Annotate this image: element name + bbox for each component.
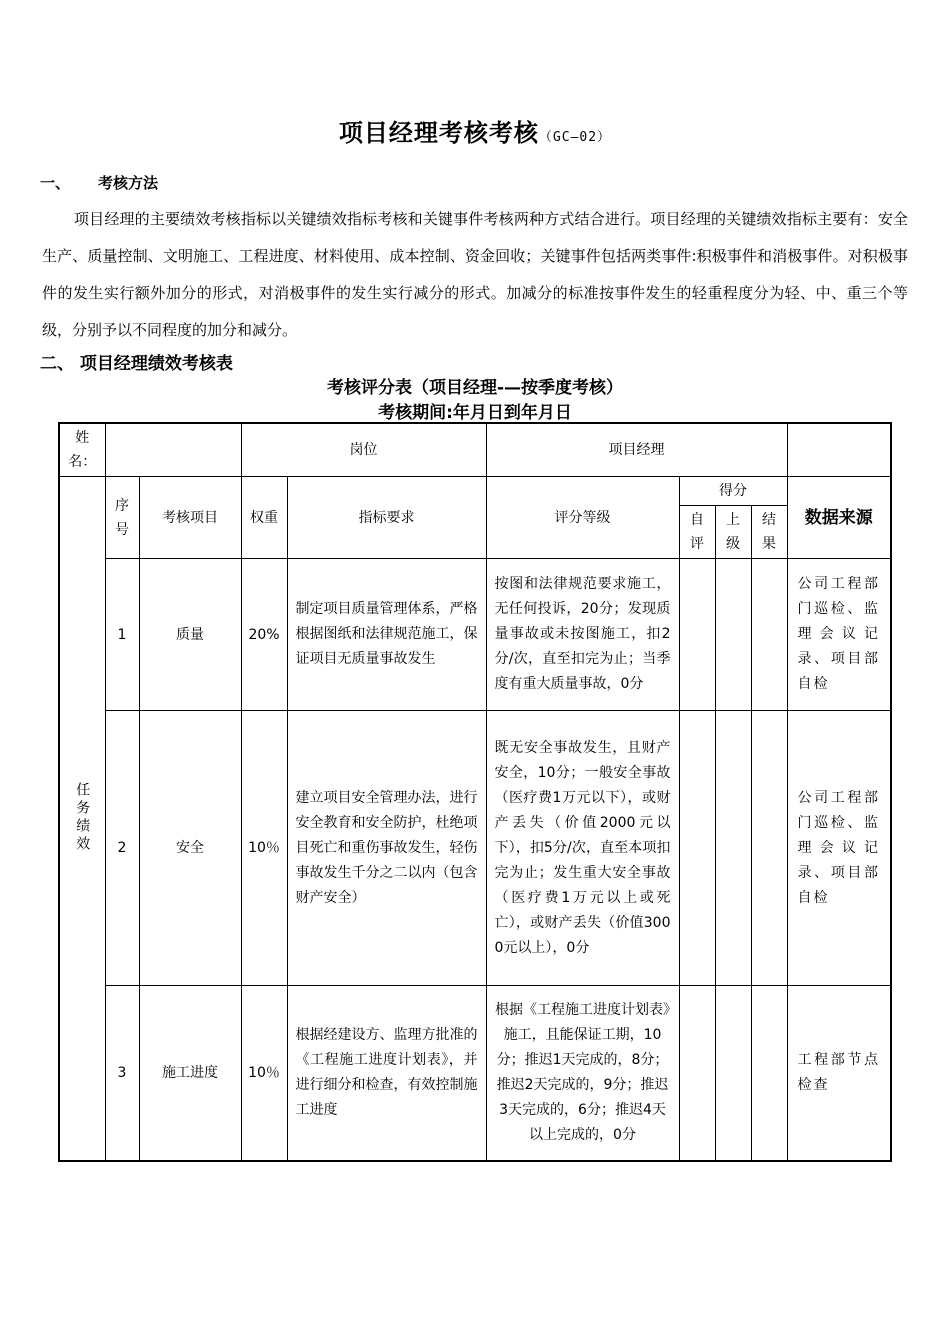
section-1-heading xyxy=(40,172,158,193)
row-result-score[interactable] xyxy=(751,711,787,986)
row-item: 施工进度 xyxy=(139,986,241,1161)
header-weight: 权重 xyxy=(241,477,287,559)
header-result: 结果 xyxy=(751,506,787,559)
row-result-score[interactable] xyxy=(751,559,787,711)
row-grading: 既无安全事故发生，且财产安全，10分；一般安全事故（医疗费1万元以下），或财产丢失（价值2000元以下），扣5分/次，直至本项扣完为止；发生重大安全事故（医疗费1万元以上或死亡），或财产丢失（价值3000元以上），0分 xyxy=(486,711,679,986)
category-cell xyxy=(59,477,105,1161)
table-caption: 考核评分表（项目经理-—按季度考核） xyxy=(326,378,624,398)
table-row xyxy=(59,711,891,986)
row-grading: 按图和法律规范要求施工，无任何投诉，20分；发现质量事故或未按图施工，扣2分/次，直至扣完为止；当季度有重大质量事故，0分 xyxy=(486,559,679,711)
info-empty-cell xyxy=(787,423,891,477)
row-source: 工程部节点检查 xyxy=(787,986,891,1161)
header-superior: 上级 xyxy=(715,506,751,559)
row-requirement: 建立项目安全管理办法，进行安全教育和安全防护，杜绝项目死亡和重伤事故发生，轻伤事故发生千分之二以内（包含财产安全） xyxy=(287,711,486,986)
row-result-score[interactable] xyxy=(751,986,787,1161)
section-1-number: 一、 xyxy=(40,174,71,192)
info-row xyxy=(59,423,891,477)
row-weight: 20% xyxy=(241,559,287,711)
row-seq: 1 xyxy=(105,559,139,711)
row-source: 公司工程部门巡检、监理会议记录、项目部自检 xyxy=(787,559,891,711)
row-seq: 2 xyxy=(105,711,139,986)
post-label-cell xyxy=(241,423,486,477)
table-row xyxy=(59,986,891,1161)
row-superior-score[interactable] xyxy=(715,711,751,986)
header-grading: 评分等级 xyxy=(486,477,679,559)
row-self-score[interactable] xyxy=(679,559,715,711)
table-period: 考核期间:年月日到年月日 xyxy=(378,403,572,423)
post-label: 岗位 xyxy=(349,442,378,458)
header-seq: 序号 xyxy=(105,477,139,559)
row-weight: 10％ xyxy=(241,986,287,1161)
row-source: 公司工程部门巡检、监理会议记录、项目部自检 xyxy=(787,711,891,986)
header-item: 考核项目 xyxy=(139,477,241,559)
header-score: 得分 xyxy=(679,477,787,506)
header-source: 数据来源 xyxy=(787,477,891,559)
evaluation-table xyxy=(58,422,892,1162)
title-code: （GC—02） xyxy=(538,130,612,145)
section-1-title: 考核方法 xyxy=(98,174,159,192)
row-item: 安全 xyxy=(139,711,241,986)
method-paragraph: 项目经理的主要绩效考核指标以关键绩效指标考核和关键事件考核两种方式结合进行。项目经理的关键绩效指标主要有：安全生产、质量控制、文明施工、工程进度、材料使用、成本控制、资金回收；关键事件包括两类事件:积极事件和消极事件。对积极事件的发生实行额外加分的形式，对消极事件的发生实行减分的形式。加减分的标准按事件发生的轻重程度分为轻、中、重三个等级，分别予以不同程度的加分和减分。 xyxy=(42,210,908,339)
row-seq: 3 xyxy=(105,986,139,1161)
row-weight: 10％ xyxy=(241,711,287,986)
name-value-cell[interactable] xyxy=(105,423,241,477)
name-label-cell xyxy=(59,423,105,477)
section-2-heading: 二、 项目经理绩效考核表 xyxy=(40,354,233,374)
row-grading: 根据《工程施工进度计划表》施工，且能保证工期，10分；推迟1天完成的，8分；推迟2天完成的，9分；推迟3天完成的，6分；推迟4天以上完成的，0分 xyxy=(486,986,679,1161)
table-row xyxy=(59,559,891,711)
row-superior-score[interactable] xyxy=(715,559,751,711)
row-self-score[interactable] xyxy=(679,986,715,1161)
header-row-1 xyxy=(59,477,891,506)
row-requirement: 制定项目质量管理体系，严格根据图纸和法律规范施工，保证项目无质量事故发生 xyxy=(287,559,486,711)
header-self: 自评 xyxy=(679,506,715,559)
document-title xyxy=(0,113,950,148)
row-self-score[interactable] xyxy=(679,711,715,986)
row-item: 质量 xyxy=(139,559,241,711)
title-main: 项目经理考核考核 xyxy=(338,119,539,147)
post-value: 项目经理 xyxy=(608,442,665,458)
category-label: 任务绩效 xyxy=(74,782,91,855)
row-superior-score[interactable] xyxy=(715,986,751,1161)
row-requirement: 根据经建设方、监理方批准的《工程施工进度计划表》，并进行细分和检查，有效控制施工进度 xyxy=(287,986,486,1161)
post-value-cell xyxy=(486,423,787,477)
name-label: 姓名： xyxy=(68,430,97,470)
header-requirement: 指标要求 xyxy=(287,477,486,559)
